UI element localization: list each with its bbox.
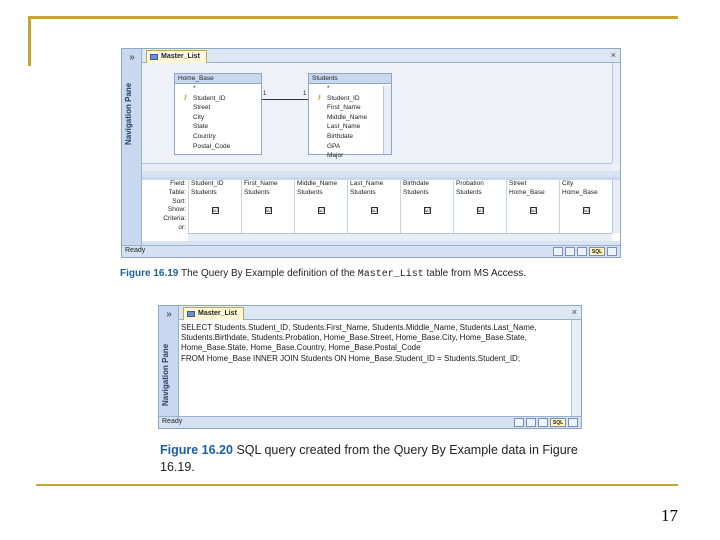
show-checkbox[interactable]: ☑ bbox=[212, 207, 218, 214]
navigation-pane-label: Navigation Pane bbox=[124, 82, 133, 145]
or-cell[interactable] bbox=[189, 224, 242, 233]
table-cell[interactable]: Students bbox=[401, 189, 454, 198]
caption-text-after: table from MS Access. bbox=[426, 268, 527, 279]
field-item[interactable]: ⚷ Student_ID bbox=[183, 94, 226, 102]
or-cell[interactable] bbox=[454, 224, 507, 233]
slide-frame-top bbox=[28, 16, 678, 19]
table-cell[interactable]: Students bbox=[295, 189, 348, 198]
criteria-cell[interactable] bbox=[454, 215, 507, 224]
design-vertical-scrollbar[interactable] bbox=[612, 63, 620, 163]
field-cell[interactable]: Probation bbox=[454, 180, 507, 189]
show-checkbox[interactable]: ☑ bbox=[477, 207, 483, 214]
show-checkbox[interactable]: ☑ bbox=[318, 207, 324, 214]
show-checkbox[interactable]: ☑ bbox=[265, 207, 271, 214]
field-cell[interactable]: Street bbox=[507, 180, 560, 189]
criteria-cell[interactable] bbox=[560, 215, 613, 224]
status-bar bbox=[159, 416, 581, 428]
figure-16-20-caption bbox=[160, 442, 600, 476]
field-item[interactable]: Birthdate bbox=[327, 132, 354, 140]
view-switcher bbox=[514, 418, 578, 427]
table-cell[interactable]: Home_Base bbox=[507, 189, 560, 198]
sort-cell[interactable] bbox=[560, 198, 613, 207]
field-item[interactable]: GPA bbox=[327, 142, 341, 150]
field-item[interactable]: Major bbox=[327, 152, 344, 160]
sql-vertical-scrollbar[interactable] bbox=[571, 320, 581, 416]
grid-row-field bbox=[189, 180, 613, 189]
field-item[interactable]: * bbox=[327, 85, 330, 92]
show-cell bbox=[560, 206, 613, 215]
pivottable-view-icon[interactable] bbox=[565, 247, 575, 256]
grid-row-criteria bbox=[189, 215, 613, 224]
grid-vertical-scrollbar[interactable] bbox=[612, 180, 620, 233]
row-label-show: Show: bbox=[167, 206, 186, 214]
table-cell[interactable]: Students bbox=[189, 189, 242, 198]
field-item[interactable]: City bbox=[193, 113, 205, 121]
design-view-icon[interactable] bbox=[607, 247, 617, 256]
sql-view-icon[interactable]: SQL bbox=[550, 418, 566, 427]
key-icon: ⚷ bbox=[183, 94, 188, 101]
show-cell bbox=[295, 206, 348, 215]
grid-row-show bbox=[189, 206, 613, 215]
grid-horizontal-scrollbar[interactable] bbox=[188, 233, 612, 241]
show-cell bbox=[454, 206, 507, 215]
field-cell[interactable]: Student_ID bbox=[189, 180, 242, 189]
qbe-window bbox=[121, 48, 621, 258]
status-text: Ready bbox=[162, 418, 183, 425]
relationship-line bbox=[262, 99, 308, 100]
field-item[interactable]: Postal_Code bbox=[193, 142, 231, 150]
tab-label: Master_List bbox=[198, 310, 237, 317]
show-checkbox[interactable]: ☑ bbox=[371, 207, 377, 214]
row-label-sort: Sort: bbox=[172, 197, 186, 205]
pivotchart-view-icon[interactable] bbox=[538, 418, 548, 427]
navigation-pane[interactable] bbox=[122, 49, 142, 257]
show-checkbox[interactable]: ☑ bbox=[424, 207, 430, 214]
sql-view-icon[interactable]: SQL bbox=[589, 247, 605, 256]
show-cell bbox=[189, 206, 242, 215]
field-item[interactable]: Country bbox=[193, 132, 216, 140]
field-cell[interactable]: Birthdate bbox=[401, 180, 454, 189]
close-icon[interactable]: × bbox=[610, 50, 616, 60]
slide-frame-bottom bbox=[36, 484, 678, 486]
sql-line: SELECT Students.Student_ID, Students.First_Name, Students.Middle_Name, Students.Last_Name, bbox=[181, 323, 537, 332]
criteria-cell[interactable] bbox=[295, 215, 348, 224]
figure-16-19-caption bbox=[120, 268, 526, 280]
table-cell[interactable]: Students bbox=[454, 189, 507, 198]
close-icon[interactable]: × bbox=[571, 307, 577, 317]
pivotchart-view-icon[interactable] bbox=[577, 247, 587, 256]
field-item[interactable]: Last_Name bbox=[327, 123, 361, 131]
sort-cell[interactable] bbox=[242, 198, 295, 207]
qbe-grid-table bbox=[188, 180, 613, 233]
grid-row-table bbox=[189, 189, 613, 198]
design-view-icon[interactable] bbox=[568, 418, 578, 427]
grid-row-sort bbox=[189, 198, 613, 207]
table-home-base[interactable] bbox=[174, 73, 262, 155]
table-title: Students bbox=[309, 74, 391, 84]
sort-cell[interactable] bbox=[507, 198, 560, 207]
show-checkbox[interactable]: ☑ bbox=[583, 207, 590, 214]
field-cell[interactable]: City bbox=[560, 180, 613, 189]
show-cell bbox=[348, 206, 401, 215]
status-text: Ready bbox=[125, 247, 146, 254]
key-icon: ⚷ bbox=[317, 94, 322, 101]
show-cell bbox=[242, 206, 295, 215]
row-label-table: Table: bbox=[168, 188, 186, 196]
relationship-one-left: 1 bbox=[263, 91, 267, 97]
datasheet-view-icon[interactable] bbox=[553, 247, 563, 256]
show-cell bbox=[401, 206, 454, 215]
field-item[interactable]: State bbox=[193, 123, 209, 131]
document-tab-bar bbox=[142, 49, 620, 63]
query-icon bbox=[187, 311, 195, 317]
caption-figure-label: Figure 16.20 bbox=[160, 443, 233, 457]
field-cell[interactable]: First_Name bbox=[242, 180, 295, 189]
sort-cell[interactable] bbox=[401, 198, 454, 207]
table-students[interactable] bbox=[308, 73, 392, 160]
row-label-or: or: bbox=[178, 223, 186, 231]
sql-line: Students.Birthdate, Students.Probation, Home_Base.Street, Home_Base.City, Home_Base.State, bbox=[181, 333, 527, 343]
sort-cell[interactable] bbox=[295, 198, 348, 207]
criteria-cell[interactable] bbox=[189, 215, 242, 224]
or-cell[interactable] bbox=[401, 224, 454, 233]
caption-text: SQL query created from the Query By Example data in Figure 16.19. bbox=[160, 443, 578, 474]
page-number: 17 bbox=[661, 506, 678, 525]
sql-text bbox=[181, 323, 569, 364]
table-scrollbar[interactable] bbox=[383, 86, 391, 154]
grid-row-labels bbox=[142, 180, 186, 233]
field-cell[interactable]: Middle_Name bbox=[295, 180, 348, 189]
field-item[interactable]: * bbox=[193, 85, 196, 92]
criteria-cell[interactable] bbox=[401, 215, 454, 224]
sort-cell[interactable] bbox=[348, 198, 401, 207]
row-label-criteria: Criteria: bbox=[163, 215, 186, 223]
criteria-cell[interactable] bbox=[507, 215, 560, 224]
document-tab-bar bbox=[179, 306, 581, 320]
query-icon bbox=[150, 54, 158, 60]
table-cell[interactable]: Home_Base bbox=[560, 189, 613, 198]
show-cell bbox=[507, 206, 560, 215]
sql-line: FROM Home_Base INNER JOIN Students ON Home_Base.Student_ID = Students.Student_ID; bbox=[181, 353, 521, 363]
table-design-area bbox=[142, 63, 620, 171]
caption-text-before: The Query By Example definition of the bbox=[180, 268, 355, 279]
expand-chevron-icon[interactable]: » bbox=[129, 52, 135, 63]
pivottable-view-icon[interactable] bbox=[526, 418, 536, 427]
or-cell[interactable] bbox=[295, 224, 348, 233]
table-title: Home_Base bbox=[175, 74, 261, 84]
tab-label: Master_List bbox=[161, 53, 200, 60]
caption-table-name: Master_List bbox=[357, 269, 424, 280]
datasheet-view-icon[interactable] bbox=[514, 418, 524, 427]
navigation-pane[interactable] bbox=[159, 306, 179, 428]
row-label-field: Field: bbox=[170, 180, 186, 187]
design-grid bbox=[142, 177, 620, 241]
relationship-one-right: 1 bbox=[303, 91, 307, 97]
table-cell[interactable]: Students bbox=[242, 189, 295, 198]
design-horizontal-scrollbar[interactable] bbox=[142, 163, 612, 171]
caption-figure-label: Figure 16.19 bbox=[120, 268, 179, 279]
status-bar bbox=[122, 245, 620, 257]
view-switcher bbox=[553, 247, 617, 256]
or-cell[interactable] bbox=[348, 224, 401, 233]
field-item[interactable]: First_Name bbox=[327, 104, 361, 112]
field-item[interactable]: Middle_Name bbox=[327, 113, 368, 121]
slide-frame-left bbox=[28, 16, 31, 66]
or-cell[interactable] bbox=[560, 224, 613, 233]
sort-cell[interactable] bbox=[189, 198, 242, 207]
navigation-pane-label: Navigation Pane bbox=[161, 343, 170, 406]
criteria-cell[interactable] bbox=[242, 215, 295, 224]
expand-chevron-icon[interactable]: » bbox=[166, 309, 172, 320]
or-cell[interactable] bbox=[242, 224, 295, 233]
criteria-cell[interactable] bbox=[348, 215, 401, 224]
sort-cell[interactable] bbox=[454, 198, 507, 207]
table-cell[interactable]: Students bbox=[348, 189, 401, 198]
or-cell[interactable] bbox=[507, 224, 560, 233]
tab-master-list[interactable] bbox=[146, 50, 207, 63]
show-checkbox[interactable]: ☑ bbox=[530, 207, 536, 214]
field-item[interactable]: Street bbox=[193, 104, 211, 112]
sql-window bbox=[158, 305, 582, 429]
field-cell[interactable]: Last_Name bbox=[348, 180, 401, 189]
grid-row-or bbox=[189, 224, 613, 233]
tab-master-list[interactable] bbox=[183, 307, 244, 320]
field-item[interactable]: ⚷ Student_ID bbox=[317, 94, 360, 102]
sql-line: Home_Base.State, Home_Base.Country, Home_Base.Postal_Code bbox=[181, 343, 421, 353]
